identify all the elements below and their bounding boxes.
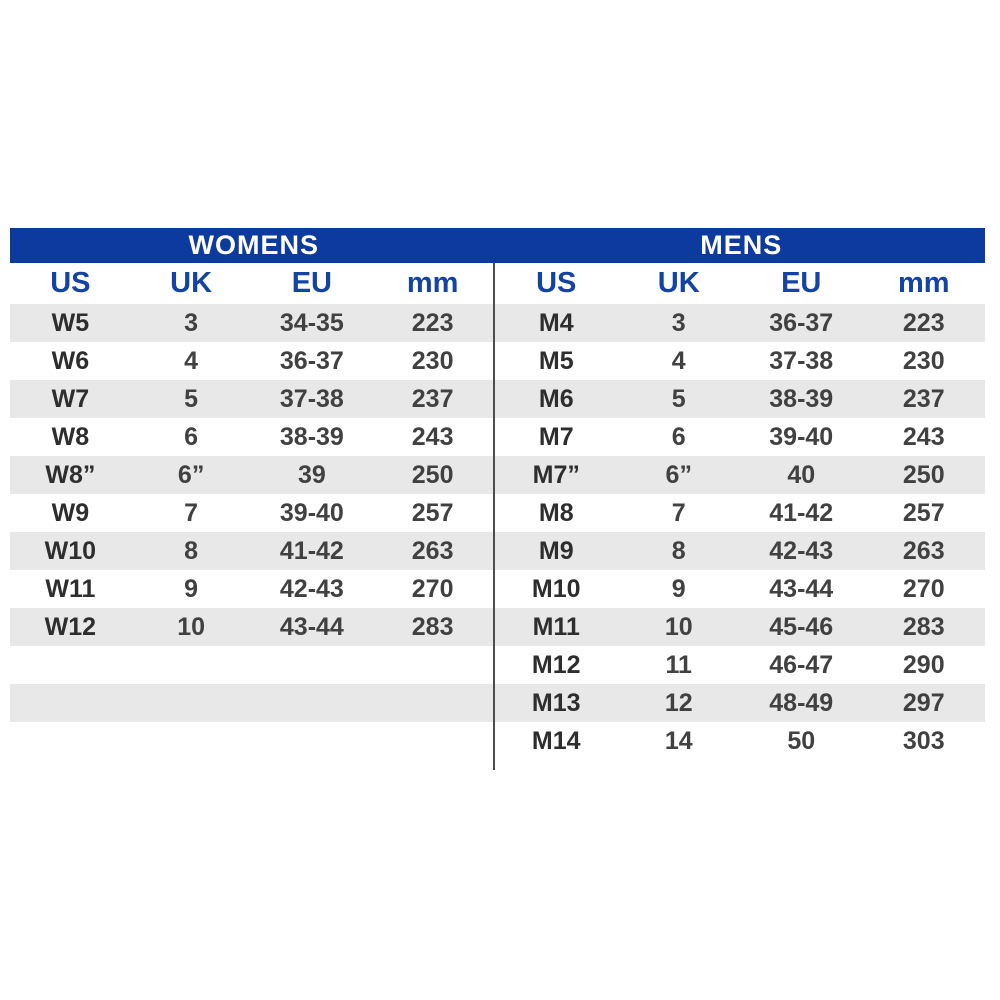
size-value-cell [252, 722, 373, 760]
column-header-mm: mm [406, 267, 459, 299]
size-label-cell [10, 646, 131, 684]
table-row-w10 [10, 532, 493, 570]
size-value-cell: 41-42 [279, 536, 344, 565]
size-value-cell: 43-44 [279, 612, 344, 641]
size-value-cell: 40 [787, 460, 816, 489]
table-row-m13 [495, 684, 985, 722]
size-value-cell: 237 [902, 384, 945, 413]
table-row-empty [10, 722, 493, 760]
size-label-cell: M4 [538, 308, 574, 337]
size-value-cell: 250 [902, 460, 945, 489]
size-value-cell: 7 [184, 498, 199, 527]
table-row-m14 [495, 722, 985, 760]
size-value-cell: 42-43 [279, 574, 344, 603]
section-header-bar [10, 228, 985, 263]
size-value-cell: 14 [664, 726, 693, 755]
table-row-m11 [495, 608, 985, 646]
size-value-cell [131, 684, 252, 722]
size-value-cell: 237 [411, 384, 454, 413]
size-label-cell: W11 [45, 574, 96, 603]
size-label-cell: W12 [44, 612, 97, 641]
size-value-cell: 283 [411, 612, 454, 641]
size-value-cell [372, 646, 493, 684]
table-row-m7” [495, 456, 985, 494]
size-value-cell [131, 646, 252, 684]
size-value-cell: 39 [297, 460, 326, 489]
table-row-w6 [10, 342, 493, 380]
size-label-cell: M5 [538, 346, 574, 375]
table-row-m7 [495, 418, 985, 456]
size-label-cell: M9 [538, 536, 574, 565]
size-value-cell: 297 [902, 688, 945, 717]
size-value-cell: 34-35 [279, 308, 344, 337]
table-row-m5 [495, 342, 985, 380]
size-value-cell: 42-43 [769, 536, 834, 565]
size-value-cell: 8 [184, 536, 199, 565]
size-value-cell: 257 [902, 498, 945, 527]
table-row-w8 [10, 418, 493, 456]
size-value-cell: 36-37 [769, 308, 834, 337]
size-value-cell: 12 [664, 688, 693, 717]
size-label-cell: W8” [45, 460, 96, 489]
size-label-cell: M10 [531, 574, 581, 603]
size-label-cell: W6 [51, 346, 90, 375]
column-header-us: US [536, 267, 577, 299]
column-header-row [10, 263, 493, 304]
size-value-cell: 36-37 [279, 346, 344, 375]
table-row-m6 [495, 380, 985, 418]
table-row-empty [10, 646, 493, 684]
size-value-cell: 3 [671, 308, 686, 337]
table-row-w7 [10, 380, 493, 418]
size-value-cell [372, 722, 493, 760]
size-value-cell: 39-40 [279, 498, 344, 527]
table-row-w12 [10, 608, 493, 646]
size-value-cell: 9 [671, 574, 686, 603]
table-row-w5 [10, 304, 493, 342]
column-header-eu: EU [291, 267, 333, 299]
column-header-mm: mm [897, 267, 950, 299]
size-label-cell: M7 [538, 422, 574, 451]
size-value-cell [372, 684, 493, 722]
size-value-cell: 290 [902, 650, 945, 679]
size-value-cell: 37-38 [769, 346, 834, 375]
table-row-m4 [495, 304, 985, 342]
size-value-cell: 230 [411, 346, 454, 375]
tables-container [10, 263, 985, 760]
size-value-cell [252, 646, 373, 684]
size-value-cell: 270 [411, 574, 454, 603]
size-value-cell [252, 684, 373, 722]
size-value-cell: 223 [411, 308, 454, 337]
size-value-cell: 48-49 [769, 688, 834, 717]
size-chart [10, 228, 985, 760]
size-value-cell: 10 [664, 612, 693, 641]
size-label-cell: M8 [538, 498, 574, 527]
size-value-cell: 3 [184, 308, 199, 337]
size-value-cell: 41-42 [769, 498, 834, 527]
size-value-cell: 257 [411, 498, 454, 527]
size-value-cell: 7 [671, 498, 686, 527]
size-value-cell: 263 [411, 536, 454, 565]
size-value-cell: 37-38 [279, 384, 344, 413]
size-value-cell: 38-39 [769, 384, 834, 413]
size-label-cell [10, 722, 131, 760]
womens-size-table [10, 263, 493, 760]
table-row-m8 [495, 494, 985, 532]
size-value-cell: 303 [902, 726, 945, 755]
size-value-cell: 8 [671, 536, 686, 565]
size-value-cell: 43-44 [769, 574, 834, 603]
size-value-cell: 250 [411, 460, 454, 489]
size-value-cell: 6” [665, 460, 692, 489]
size-value-cell: 283 [902, 612, 945, 641]
table-row-w11 [10, 570, 493, 608]
mens-size-table [495, 263, 985, 760]
size-value-cell: 223 [902, 308, 945, 337]
size-value-cell: 4 [671, 346, 686, 375]
size-value-cell: 46-47 [769, 650, 834, 679]
size-value-cell: 6 [184, 422, 199, 451]
size-value-cell: 39-40 [769, 422, 834, 451]
size-label-cell: W5 [51, 308, 90, 337]
table-row-w9 [10, 494, 493, 532]
column-header-uk: UK [170, 267, 213, 299]
size-value-cell: 50 [787, 726, 816, 755]
size-value-cell: 243 [411, 422, 454, 451]
table-row-m9 [495, 532, 985, 570]
size-label-cell: W7 [51, 384, 90, 413]
table-row-m12 [495, 646, 985, 684]
size-value-cell: 5 [671, 384, 686, 413]
size-value-cell: 230 [902, 346, 945, 375]
size-label-cell: M11 [532, 612, 580, 641]
size-label-cell: W8 [51, 422, 90, 451]
size-value-cell: 270 [902, 574, 945, 603]
size-value-cell: 10 [177, 612, 206, 641]
size-value-cell: 263 [902, 536, 945, 565]
size-label-cell: M12 [531, 650, 581, 679]
size-value-cell: 45-46 [769, 612, 834, 641]
size-value-cell [131, 722, 252, 760]
size-value-cell: 4 [184, 346, 199, 375]
size-label-cell: M14 [531, 726, 581, 755]
size-value-cell: 38-39 [279, 422, 344, 451]
table-row-m10 [495, 570, 985, 608]
table-row-empty [10, 684, 493, 722]
size-label-cell [10, 684, 131, 722]
table-row-w8” [10, 456, 493, 494]
size-label-cell: W10 [44, 536, 97, 565]
size-value-cell: 9 [184, 574, 199, 603]
womens-section-title: WOMENS [188, 230, 319, 260]
size-label-cell: M6 [538, 384, 574, 413]
size-label-cell: W9 [51, 498, 90, 527]
size-value-cell: 243 [902, 422, 945, 451]
size-value-cell: 5 [184, 384, 199, 413]
size-value-cell: 6 [671, 422, 686, 451]
column-header-row [495, 263, 985, 304]
column-header-uk: UK [657, 267, 700, 299]
mens-section-title: MENS [700, 230, 783, 260]
size-value-cell: 6” [177, 460, 205, 489]
size-label-cell: M7” [532, 460, 580, 489]
column-header-eu: EU [781, 267, 822, 299]
table-divider [493, 263, 495, 770]
column-header-us: US [50, 267, 91, 299]
size-value-cell: 11 [665, 650, 692, 679]
size-label-cell: M13 [531, 688, 581, 717]
